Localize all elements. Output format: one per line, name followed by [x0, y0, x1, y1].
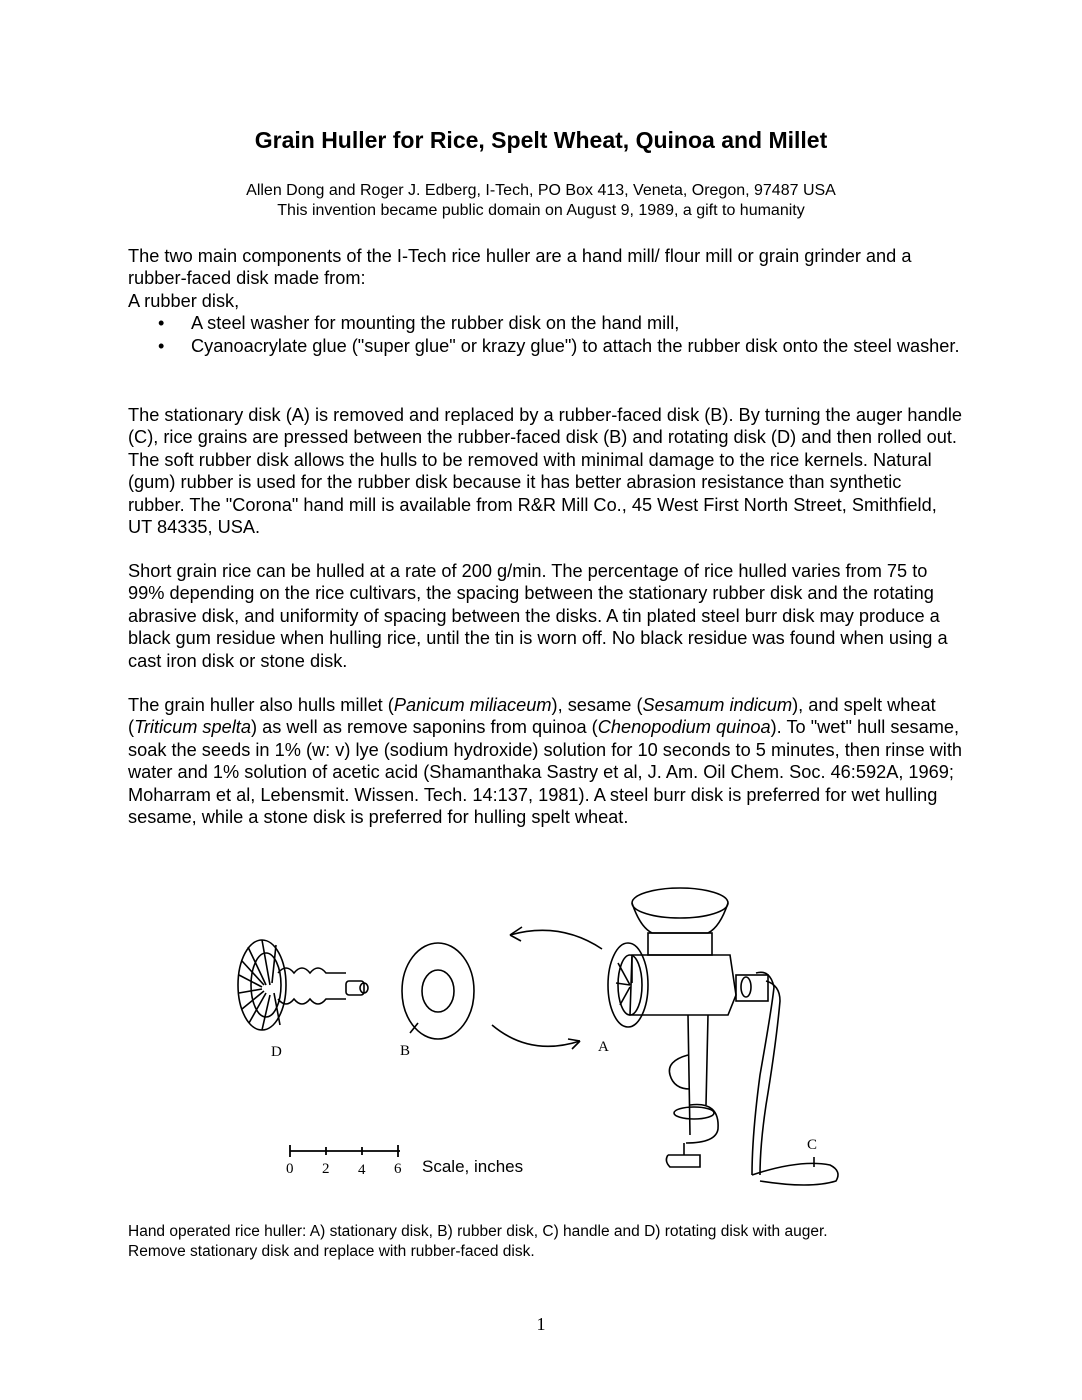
rotating-disk-drawing [238, 940, 368, 1030]
bullet-icon: • [158, 335, 165, 356]
text-run: ), and spelt wheat ( [128, 695, 936, 738]
materials-list [128, 312, 963, 357]
label-b: B [400, 1043, 411, 1059]
text-run: The grain huller also hulls millet ( [128, 695, 394, 715]
list-item-text: Cyanoacrylate glue ("super glue" or krazy glue") to attach the rubber disk onto the steel washer. [191, 335, 960, 356]
intro-section [128, 245, 963, 357]
paragraph-hulling-rate [128, 560, 963, 672]
text-run: ). To "wet" hull sesame, soak the seeds in 1% (w: v) lye (sodium hydroxide) solution for 10 seconds to 5 minutes, then rinse with water and 1% solution of acetic acid (Shamanthaka Sastry et al, J. Am. Oil Chem. Soc. 46:592A, 1969; Moharram et al, Lebensmit. Wissen. Tech. 14:137, 1981). A steel burr disk is preferred for wet hulling sesame, while a stone disk is preferred for hulling spelt wheat. [128, 717, 962, 828]
curved-arrow-lower [492, 1025, 580, 1046]
label-a: A [598, 1039, 609, 1055]
scale-bar [290, 1145, 400, 1157]
caption-line-1: Hand operated rice huller: A) stationary disk, B) rubber disk, C) handle and D) rotating disk with auger. [128, 1223, 828, 1240]
rice-huller-figure [200, 875, 860, 1195]
scale-tick-label: 6 [394, 1161, 402, 1177]
paragraph-text: The stationary disk (A) is removed and replaced by a rubber-faced disk (B). By turning the auger handle (C), rice grains are pressed between the rubber-faced disk (B) and rotating disk (D) and then rolled out. The soft rubber disk allows the hulls to be removed with minimal damage to the rice kernels. Natural (gum) rubber is used for the rubber disk because it has better abrasion resistance than synthetic rubber. The "Corona" hand mill is available from R&R Mill Co., 45 West First North Street, Smithfield, UT 84335, USA. [128, 405, 963, 538]
scale-tick-label: 0 [286, 1161, 294, 1177]
species-name: Sesamum indicum [642, 695, 793, 715]
text-run: ), sesame ( [551, 695, 643, 715]
text-run: ) as well as remove saponins from quinoa ( [250, 717, 598, 738]
scale-title: Scale, inches [422, 1157, 524, 1176]
scale-tick-label: 2 [322, 1161, 330, 1177]
species-name: Panicum miliaceum [393, 695, 552, 715]
list-item-text: A steel washer for mounting the rubber disk on the hand mill, [191, 313, 680, 334]
paragraph-text [128, 694, 963, 828]
intro-line-1: The two main components of the I-Tech rice huller are a hand mill/ flour mill or grain grinder and a rubber-faced disk made from: [128, 246, 912, 289]
paragraph-text: Short grain rice can be hulled at a rate of 200 g/min. The percentage of rice hulled varies from 75 to 99% depending on the rice cultivars, the spacing between the stationary rubber disk and the rotating abrasive disk, and uniformity of spacing between the disks. A tin plated steel burr disk may produce a black gum residue when hulling rice, until the tin is worn off. No black residue was found when using a cast iron disk or stone disk. [128, 561, 948, 671]
list-item [128, 312, 963, 334]
bullet-icon: • [158, 313, 165, 334]
label-d: D [271, 1044, 282, 1060]
authors-line: Allen Dong and Roger J. Edberg, I-Tech, PO Box 413, Veneta, Oregon, 97487 USA [246, 182, 836, 199]
curved-arrow-upper [510, 930, 602, 949]
scale-tick-label: 4 [358, 1162, 366, 1178]
figure-caption [128, 1222, 963, 1262]
author-block [0, 181, 1082, 221]
rubber-disk-drawing [402, 943, 474, 1039]
species-name: Triticum spelta [134, 717, 251, 738]
label-c: C [807, 1137, 818, 1153]
intro-line-2: A rubber disk, [128, 290, 240, 311]
paragraph-disks [128, 404, 963, 538]
list-item [128, 335, 963, 357]
hand-mill-drawing [608, 888, 838, 1185]
paragraph-other-grains [128, 694, 963, 828]
page-number: 1 [536, 1314, 546, 1334]
caption-line-2: Remove stationary disk and replace with rubber-faced disk. [128, 1243, 535, 1260]
public-domain-line: This invention became public domain on August 9, 1989, a gift to humanity [277, 202, 805, 219]
species-name: Chenopodium quinoa [597, 717, 771, 738]
document-title: Grain Huller for Rice, Spelt Wheat, Quinoa and Millet [254, 127, 828, 153]
